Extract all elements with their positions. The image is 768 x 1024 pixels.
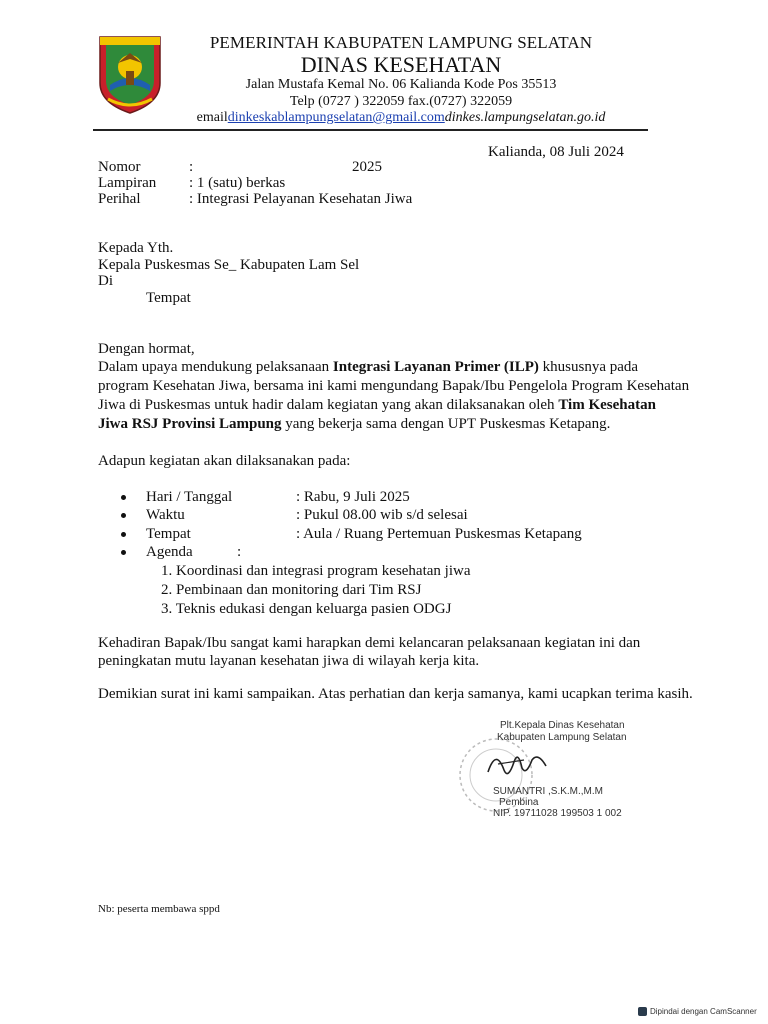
camscanner-text: Dipindai dengan CamScanner bbox=[650, 1007, 757, 1016]
schedule-intro: Adapun kegiatan akan dilaksanakan pada: bbox=[98, 453, 351, 469]
agency-name: DINAS KESEHATAN bbox=[300, 52, 502, 77]
regency-coat-of-arms-logo bbox=[96, 33, 164, 115]
signatory-nip: NIP. 19711028 199503 1 002 bbox=[493, 808, 622, 819]
closing-sentence: Demikian surat ini kami sampaikan. Atas perhatian dan kerja samanya, kami ucapkan terima kasih. bbox=[98, 686, 693, 702]
email-link[interactable]: dinkeskablampungselatan@gmail.com bbox=[227, 110, 445, 125]
nomor-label: Nomor bbox=[98, 159, 141, 175]
paragraph2-line1: Kehadiran Bapak/Ibu sangat kami harapkan demi kelancaran pelaksanaan kegiatan ini dan bbox=[98, 635, 641, 651]
p1-line3-text: Jiwa di Puskesmas untuk hadir dalam kegiatan yang akan dilaksanakan oleh bbox=[98, 397, 559, 413]
email-prefix: email bbox=[196, 110, 228, 125]
paragraph1-line4 bbox=[98, 415, 610, 433]
signatory-rank: Pembina bbox=[499, 797, 539, 808]
nomor-colon: : bbox=[189, 159, 194, 175]
agency-contact bbox=[176, 110, 626, 126]
p1-line4-text: yang bekerja sama dengan UPT Puskesmas Ketapang. bbox=[281, 416, 611, 432]
recipient-place: Tempat bbox=[146, 290, 191, 306]
p1-text-a: Dalam upaya mendukung pelaksanaan bbox=[98, 359, 333, 375]
handwritten-signature bbox=[484, 742, 554, 782]
perihal-value: : Integrasi Pelayanan Kesehatan Jiwa bbox=[189, 191, 413, 207]
detail-label-date: Hari / Tanggal bbox=[146, 489, 233, 505]
bullet-dot bbox=[121, 495, 126, 500]
agenda-item-2: 2. Pembinaan dan monitoring dari Tim RSJ bbox=[161, 582, 422, 598]
recipient-name: Kepala Puskesmas Se_ Kabupaten Lam Sel bbox=[98, 257, 360, 273]
p1-text-c: khususnya pada bbox=[538, 359, 639, 375]
camscanner-watermark bbox=[638, 1007, 757, 1016]
detail-value-agenda: : bbox=[237, 544, 242, 560]
p1-line3-bold: Tim Kesehatan bbox=[558, 397, 656, 413]
detail-value-date: : Rabu, 9 Juli 2025 bbox=[296, 489, 410, 505]
bullet-dot bbox=[121, 513, 126, 518]
paragraph1-line3 bbox=[98, 396, 656, 414]
website-text: dinkes.lampungselatan.go.id bbox=[444, 110, 606, 125]
lampiran-value: : 1 (satu) berkas bbox=[189, 175, 286, 191]
p1-line4-bold: Jiwa RSJ Provinsi Lampung bbox=[98, 416, 282, 432]
paragraph1-line2: program Kesehatan Jiwa, bersama ini kami mengundang Bapak/Ibu Pengelola Program Kesehatan bbox=[98, 378, 690, 394]
p1-bold-ilp: Integrasi Layanan Primer (ILP) bbox=[332, 359, 539, 375]
detail-label-agenda: Agenda bbox=[146, 544, 193, 560]
recipient-greeting: Kepada Yth. bbox=[98, 240, 174, 256]
footnote: Nb: peserta membawa sppd bbox=[98, 903, 220, 915]
recipient-di: Di bbox=[98, 273, 113, 289]
agenda-item-1: 1. Koordinasi dan integrasi program kesehatan jiwa bbox=[161, 563, 471, 579]
nomor-value: 2025 bbox=[352, 159, 382, 175]
signatory-name: SUMANTRI ,S.K.M.,M.M bbox=[493, 786, 603, 797]
detail-label-place: Tempat bbox=[146, 526, 191, 542]
perihal-label: Perihal bbox=[98, 191, 141, 207]
agenda-item-3: 3. Teknis edukasi dengan keluarga pasien ODGJ bbox=[161, 601, 452, 617]
salutation: Dengan hormat, bbox=[98, 341, 195, 357]
signatory-title-2: Kabupaten Lampung Selatan bbox=[497, 732, 627, 743]
paragraph1-line1 bbox=[98, 358, 638, 376]
place-date: Kalianda, 08 Juli 2024 bbox=[488, 144, 624, 160]
header-divider bbox=[93, 129, 648, 131]
government-name: PEMERINTAH KABUPATEN LAMPUNG SELATAN bbox=[209, 33, 593, 52]
agency-address: Jalan Mustafa Kemal No. 06 Kalianda Kode Pos 35513 bbox=[245, 77, 557, 92]
paragraph2-line2: peningkatan mutu layanan kesehatan jiwa di wilayah kerja kita. bbox=[98, 653, 480, 669]
camscanner-icon bbox=[638, 1007, 647, 1016]
lampiran-label: Lampiran bbox=[98, 175, 157, 191]
agency-phone: Telp (0727 ) 322059 fax.(0727) 322059 bbox=[289, 94, 513, 109]
detail-label-time: Waktu bbox=[146, 507, 185, 523]
signatory-title-1: Plt.Kepala Dinas Kesehatan bbox=[500, 720, 625, 731]
bullet-dot bbox=[121, 550, 126, 555]
detail-value-time: : Pukul 08.00 wib s/d selesai bbox=[296, 507, 468, 523]
detail-value-place: : Aula / Ruang Pertemuan Puskesmas Ketapang bbox=[296, 526, 582, 542]
bullet-dot bbox=[121, 532, 126, 537]
